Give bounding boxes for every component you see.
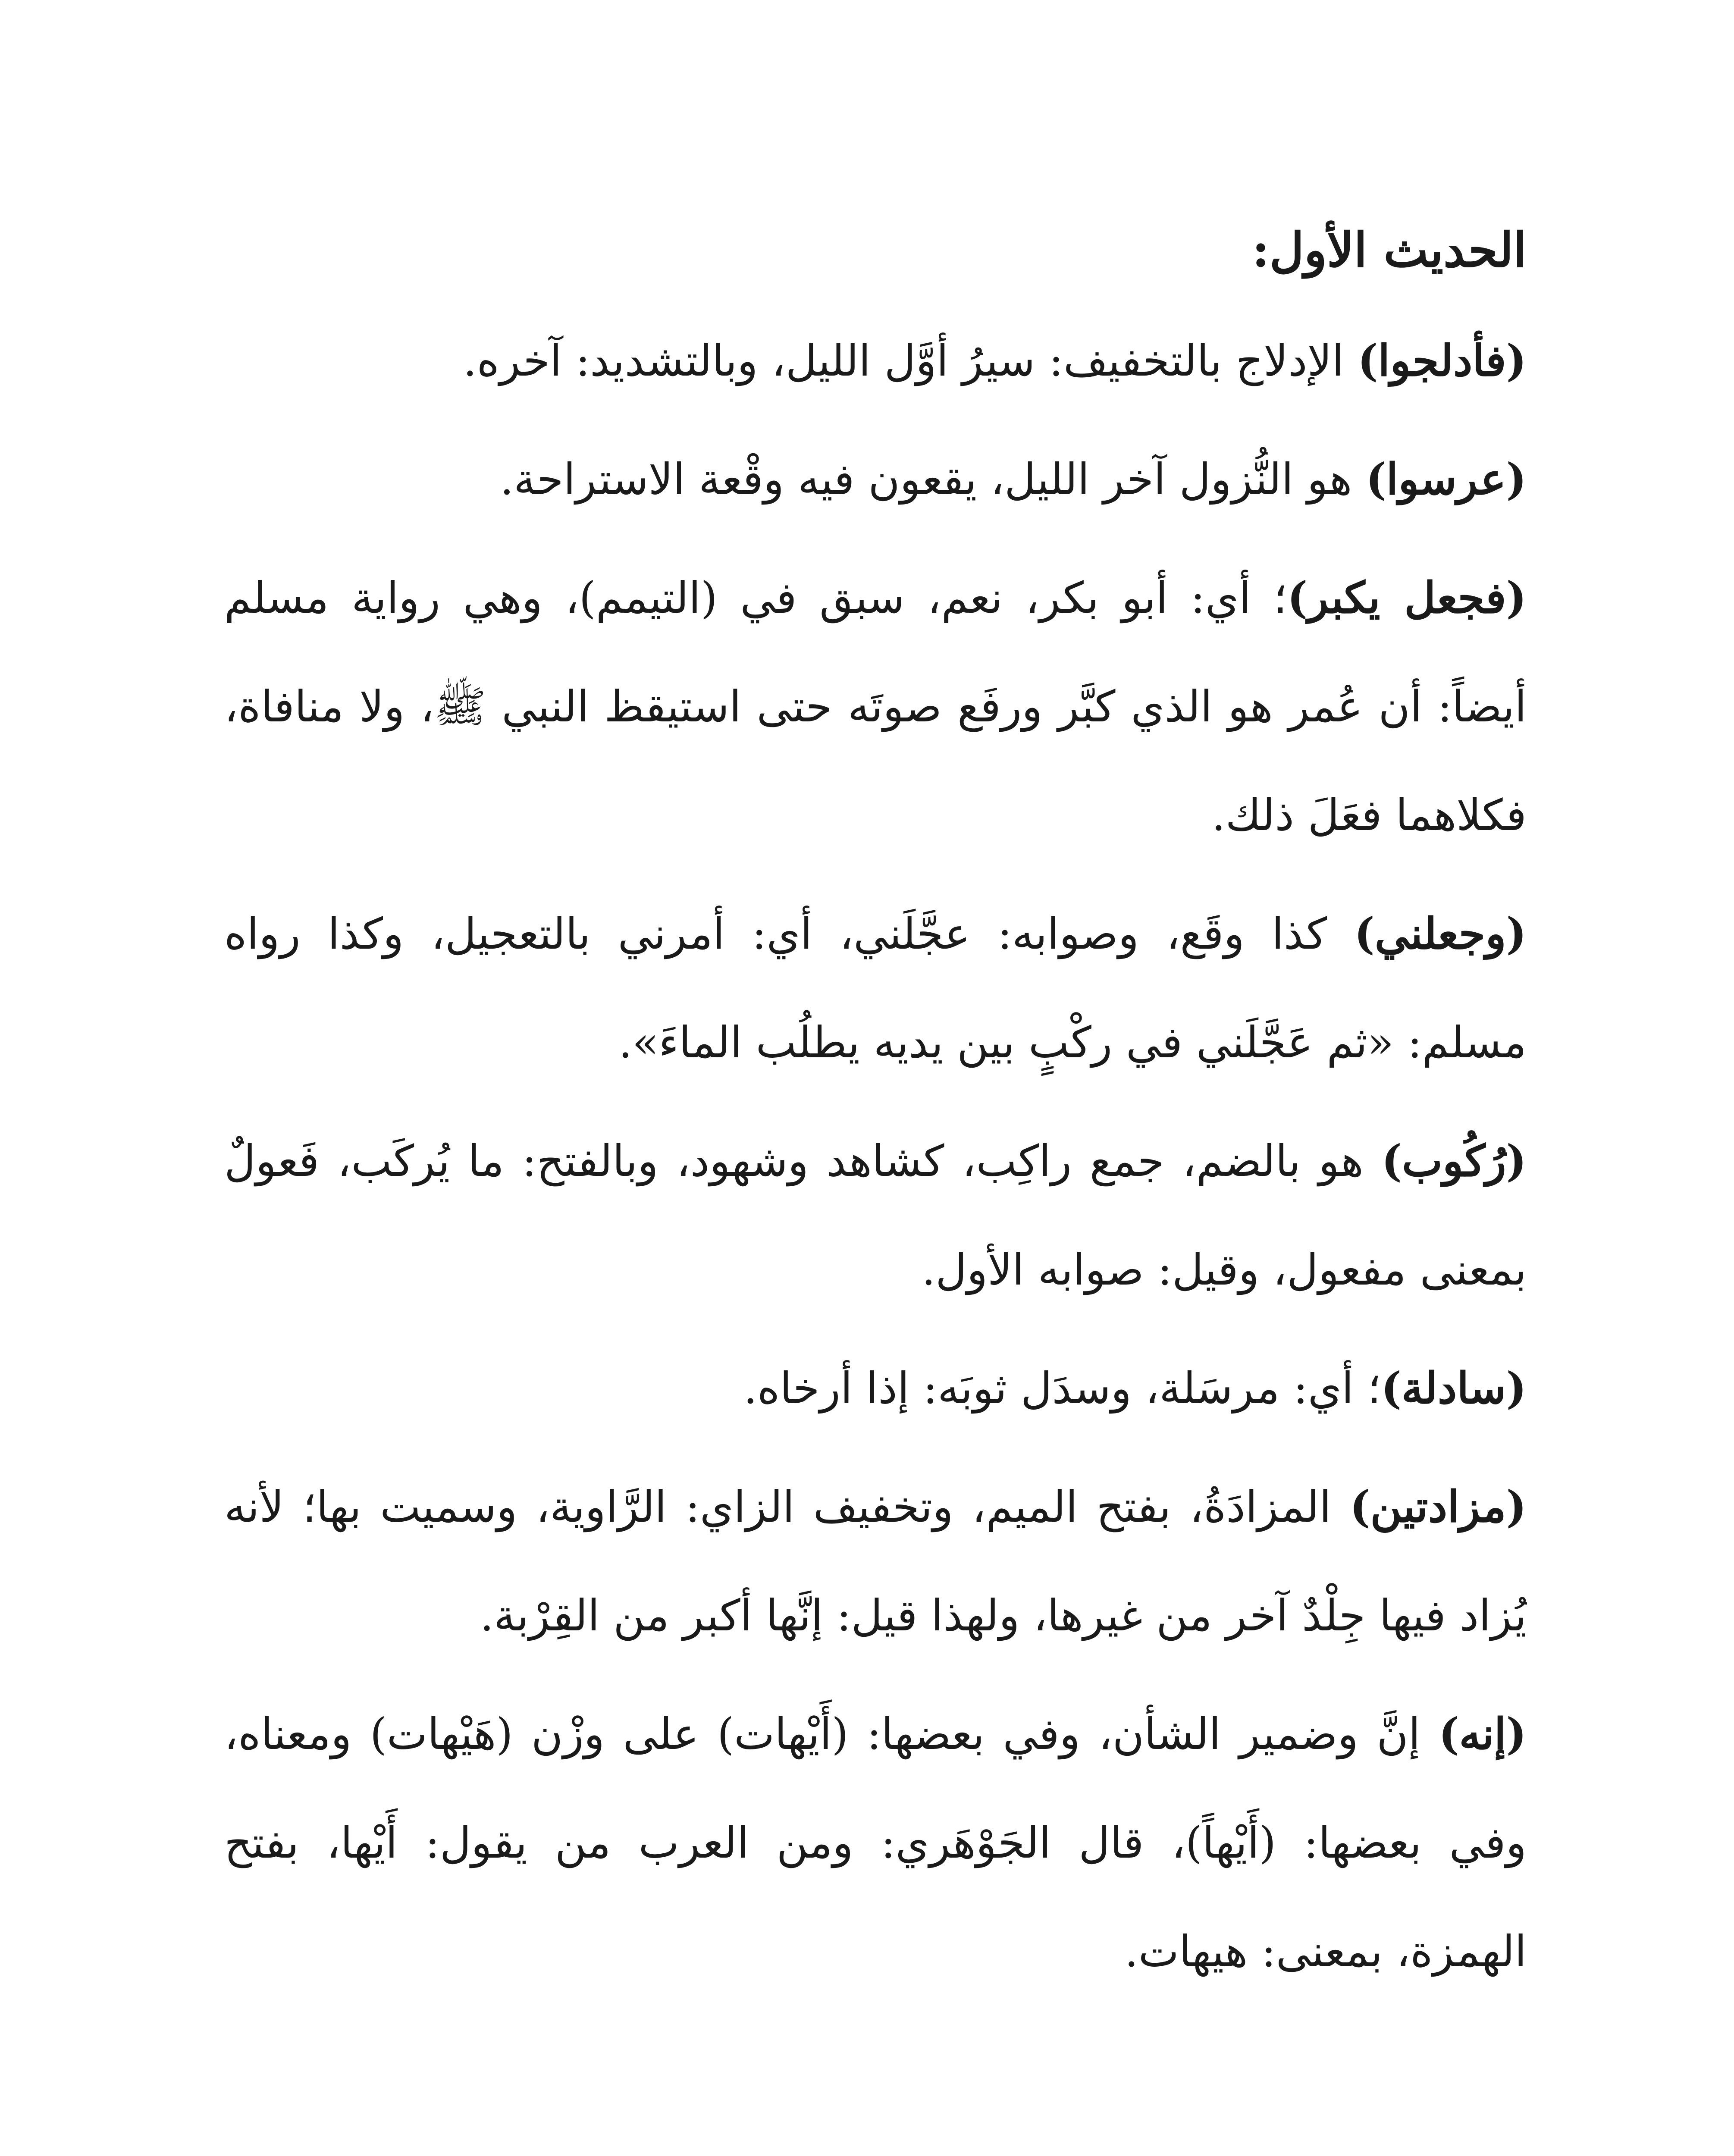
entry-paragraph bbox=[224, 1106, 1527, 1324]
entry-term: (وجعلني) bbox=[1354, 908, 1527, 959]
entry-text: المزادَةُ، بفتح الميم، وتخفيف الزاي: الرَّاوية، وسميت بها؛ لأنه يُزاد فيها جِلْدٌ آخر من غيرها، ولهذا قيل: إنَّها أكبر من القِرْبة. bbox=[224, 1482, 1527, 1641]
entry-text: ؛ أي: أبو بكر، نعم، سبق في (التيمم)، وهي رواية مسلم أيضاً: أن عُمر هو الذي كبَّر ورفَع صوتَه حتى استيقظ النبي ﷺ، ولا منافاة، فكلاهما فعَلَ ذلك. bbox=[224, 573, 1527, 840]
entry-paragraph bbox=[224, 543, 1527, 870]
entry-paragraph bbox=[224, 1680, 1527, 2006]
entry-paragraph bbox=[224, 879, 1527, 1097]
entry-paragraph bbox=[224, 425, 1527, 534]
entry-text: هو النُّزول آخر الليل، يقعون فيه وقْعة الاستراحة. bbox=[500, 454, 1366, 505]
entry-term: (سادلة) bbox=[1381, 1363, 1527, 1413]
entry-text: كذا وقَع، وصوابه: عجَّلَني، أي: أمرني بالتعجيل، وكذا رواه مسلم: «ثم عَجَّلَني في ركْبٍ بين يديه يطلُب الماءَ». bbox=[224, 909, 1527, 1068]
entry-text: هو بالضم، جمع راكِب، كشاهد وشهود، وبالفتح: ما يُركَب، فَعولٌ بمعنى مفعول، وقيل: صوابه الأول. bbox=[224, 1136, 1527, 1295]
entry-term: (إنه) bbox=[1439, 1708, 1527, 1759]
entry-term: (مزادتين) bbox=[1350, 1481, 1527, 1532]
entry-paragraph bbox=[224, 1452, 1527, 1670]
entry-paragraph bbox=[224, 306, 1527, 415]
entry-paragraph bbox=[224, 1334, 1527, 1443]
entry-term: (عرسوا) bbox=[1366, 454, 1527, 505]
entry-text: الإدلاج بالتخفيف: سيرُ أوَّل الليل، وبالتشديد: آخره. bbox=[463, 335, 1358, 386]
page-body bbox=[224, 207, 1527, 2156]
entry-text: إنَّ وضمير الشأن، وفي بعضها: (أَيْهات) على وزْن (هَيْهات) ومعناه، وفي بعضها: (أَيْهاً)، قال الجَوْهَري: ومن العرب من يقول: أَيْها، بفتح الهمزة، بمعنى: هيهات. bbox=[224, 1709, 1527, 1977]
entry-term: (فجعل يكبر) bbox=[1287, 572, 1527, 623]
entry-text: ؛ أي: مرسَلة، وسدَل ثوبَه: إذا أرخاه. bbox=[743, 1363, 1381, 1413]
section-heading: الحديث الأول: bbox=[1252, 222, 1527, 278]
entry-term: (رُكُوب) bbox=[1381, 1135, 1527, 1186]
entry-term: (فأدلجوا) bbox=[1358, 335, 1527, 386]
